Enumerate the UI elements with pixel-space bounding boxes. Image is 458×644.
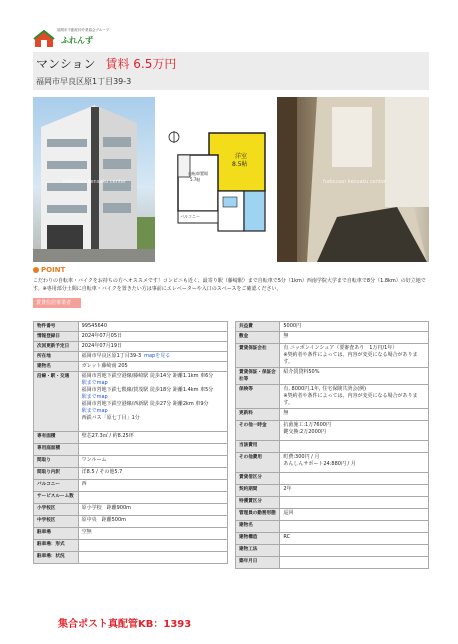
field-label: 次回更新予定日 [34, 342, 79, 352]
station-map-link[interactable]: 駅までmap [81, 380, 108, 386]
field-label: その他一時金 [236, 421, 280, 441]
field-value-text: ガレット藤崎南 205 [81, 363, 128, 369]
right-table-row [236, 332, 429, 344]
field-label: 建物名 [34, 362, 79, 372]
right-table-row [236, 453, 429, 473]
field-label: 賃貸保証会社 [236, 344, 280, 368]
left-spec-table [33, 321, 228, 564]
field-label: バルコニー [34, 480, 79, 492]
floorplan-drawing [162, 97, 268, 262]
right-table-row [236, 473, 429, 485]
field-value [78, 528, 227, 540]
field-value-text: 99545640 [81, 323, 108, 329]
title-bar [33, 52, 429, 90]
section-title: 賃貸住居事業者 [33, 298, 81, 308]
field-label: 賃貸保証・保証会社等 [236, 368, 280, 385]
field-label: 小学校区 [34, 504, 79, 516]
logo [33, 26, 113, 50]
field-value-text: 空無 [81, 529, 92, 535]
field-value-text: 原中央 距離500m [81, 517, 127, 523]
field-value [78, 456, 227, 468]
transit-line: 福岡市営地下鉄空港線/藤崎駅 徒歩14分 距離1.1km 車6分 [81, 373, 214, 379]
left-table-row [34, 552, 228, 564]
station-map-link[interactable]: 駅までmap [81, 408, 108, 414]
field-value [78, 432, 227, 444]
field-value-line: 無 [283, 410, 289, 416]
field-value-line: 巡回 [283, 510, 294, 516]
right-table-row [236, 533, 429, 545]
left-table-row [34, 528, 228, 540]
property-type: マンション [36, 57, 96, 71]
logo-org-text: 福岡市不動産仲介業協会グループ [57, 28, 110, 32]
field-value [280, 533, 429, 545]
field-label: 沿線・駅・交通 [34, 372, 79, 432]
field-value-line: 紹介賃貸料50% [283, 369, 320, 375]
balcony-label: バルコニー [180, 214, 200, 219]
field-label: 中学校区 [34, 516, 79, 528]
field-label: 建物構造 [236, 533, 280, 545]
field-value [280, 322, 429, 332]
field-value-line: ※契約者や条件によっては、内容が変更になる場合があります。 [283, 393, 418, 406]
field-value-line: RC [283, 534, 291, 540]
right-table-row [236, 344, 429, 368]
field-label: 間取り内訳 [34, 468, 79, 480]
right-table-row [236, 385, 429, 409]
field-value [78, 342, 227, 352]
field-value-line: 2年 [283, 486, 292, 492]
property-address: 福岡市早良区原1丁目39-3 [36, 77, 132, 86]
left-table-row [34, 444, 228, 456]
room-size: 8.5帖 [232, 161, 248, 168]
transit-line: 西鉄バス「原七丁目」1分 [81, 415, 140, 421]
field-value [280, 421, 429, 441]
field-value [78, 552, 227, 564]
right-spec-table [235, 321, 429, 569]
floorplan-image [162, 97, 268, 262]
left-table-row [34, 480, 228, 492]
right-table-row [236, 497, 429, 509]
field-value-line: 無 [283, 333, 289, 339]
bike-parking-label: 自転車置場 [188, 171, 208, 176]
field-value [280, 509, 429, 521]
field-value [78, 504, 227, 516]
field-value-line: 抗菌施工:1万7600円 [283, 422, 331, 428]
field-label: 築年月日 [236, 557, 280, 569]
field-value [280, 497, 429, 509]
field-value [78, 362, 227, 372]
field-label: 所在地 [34, 352, 79, 362]
field-label: 駐車場 [34, 528, 79, 540]
field-value [78, 444, 227, 456]
right-table-row [236, 441, 429, 453]
field-label: 情報登録日 [34, 332, 79, 342]
point-bullet-icon [33, 267, 39, 273]
field-value [78, 480, 227, 492]
field-value-line: ※契約者や条件によっては、内容が変更になる場合があります。 [283, 352, 418, 365]
field-value [280, 473, 429, 485]
field-value-text: 2024年07月05日 [81, 333, 123, 339]
field-value [78, 492, 227, 504]
field-label: 駐車場：状況 [34, 552, 79, 564]
field-value-line: あんしんサポート24:880円 / 月 [283, 461, 356, 467]
left-table-row [34, 468, 228, 480]
left-table-row [34, 332, 228, 342]
logo-brand-text: ふれんず [61, 35, 93, 45]
left-table-row [34, 432, 228, 444]
field-value-line: 有, 8000円,1年, 住宅保険共済会(例) [283, 386, 367, 392]
room-label: 洋室 [235, 153, 248, 160]
station-map-link[interactable]: 駅までmap [81, 394, 108, 400]
right-table-row [236, 322, 429, 332]
field-value [78, 468, 227, 480]
left-table-row [34, 322, 228, 332]
left-table-row [34, 372, 228, 432]
left-table-row [34, 516, 228, 528]
field-label: 専有面積 [34, 432, 79, 444]
field-value [78, 540, 227, 552]
field-label: 物件番号 [34, 322, 79, 332]
left-table-row [34, 540, 228, 552]
field-value [280, 409, 429, 421]
field-label: 特優賃区分 [236, 497, 280, 509]
field-label: その他費用 [236, 453, 280, 473]
field-value-line: 町費:300円 / 月 [283, 454, 320, 460]
point-heading-text: POINT [41, 266, 66, 274]
field-value-text: 2024年07月19日 [81, 343, 123, 349]
field-value [280, 332, 429, 344]
field-value [78, 516, 227, 528]
field-value [280, 545, 429, 557]
field-label: 賃貸借区分 [236, 473, 280, 485]
right-table-row [236, 557, 429, 569]
field-label: 建物名 [236, 521, 280, 533]
right-table-row [236, 545, 429, 557]
field-label: 共益費 [236, 322, 280, 332]
left-table-row [34, 456, 228, 468]
right-table-row [236, 409, 429, 421]
transit-line: 福岡市営地下鉄空港線/西新駅 徒歩27分 距離2km 車9分 [81, 401, 209, 407]
field-value [280, 485, 429, 497]
watermark-interior: fudousan kensaku center [323, 179, 386, 185]
field-label: 更新料 [236, 409, 280, 421]
field-value-line: 有 ニッポンインシュア（要審査あり 1万円/1年） [283, 345, 398, 351]
field-value-text: 福岡市早良区原1丁目39-3 [81, 353, 142, 359]
rent-price: 賃料 6.5万円 [105, 57, 177, 71]
field-value [280, 368, 429, 385]
field-label: 駐車場：形式 [34, 540, 79, 552]
field-label: 管理員の勤務形態 [236, 509, 280, 521]
field-value-text: 洋8.5 / その他5.7 [81, 469, 123, 475]
map-link[interactable]: mapを見る [144, 353, 171, 359]
field-value-text: 壁芯27.3㎡ / 約8.25坪 [81, 433, 134, 439]
right-table-row [236, 521, 429, 533]
field-value [280, 441, 429, 453]
field-value [280, 557, 429, 569]
right-table-row [236, 485, 429, 497]
left-table-row [34, 492, 228, 504]
point-heading [33, 266, 65, 274]
field-label: サービスルーム数 [34, 492, 79, 504]
interior-photo [277, 97, 429, 262]
left-table-row [34, 504, 228, 516]
field-value [78, 352, 227, 362]
field-value [280, 385, 429, 409]
left-table-row [34, 362, 228, 372]
field-value-text: 西 [81, 481, 87, 487]
footer-note: 集合ポスト真配管KB：1393 [58, 619, 192, 630]
bike-parking-size: 5.7帖 [190, 177, 201, 182]
exterior-photo [33, 97, 155, 262]
left-table-row [34, 342, 228, 352]
field-value-text: 原小学校 距離900m [81, 505, 132, 511]
field-value [280, 453, 429, 473]
house-logo-icon [33, 30, 55, 48]
field-label: 専用庭面積 [34, 444, 79, 456]
field-label: 当該費用 [236, 441, 280, 453]
field-value-line: 鍵交換:2万2000円 [283, 429, 326, 435]
point-description: こだわりの自転車・バイクをお持ちの方へオススメです！コンビニも近く、最寄り駅（藤崎駅）まで自転車で5分（1km）西南学院大学まで自転車で8分（1.8km）の好立地です。※専用部分土間に自転車・バイクを置きたい方は事前にエレベーターや入口のスペースをご確認ください。 [33, 278, 426, 292]
field-label: 建物工法 [236, 545, 280, 557]
right-table-row [236, 509, 429, 521]
field-value-line: 5000円 [283, 323, 302, 329]
transit-line: 福岡市営地下鉄七隈線/賀茂駅 徒歩18分 距離1.4km 車5分 [81, 387, 214, 393]
field-value [78, 322, 227, 332]
left-table-row [34, 352, 228, 362]
watermark: fudousan kensaku center [63, 179, 126, 185]
field-value [280, 521, 429, 533]
field-value [78, 372, 227, 432]
right-table-row [236, 421, 429, 441]
field-value-text: ワンルーム [81, 457, 107, 463]
field-label: 敷金 [236, 332, 280, 344]
field-value [280, 344, 429, 368]
field-label: 契約期間 [236, 485, 280, 497]
field-value [78, 332, 227, 342]
field-label: 間取り [34, 456, 79, 468]
title-line [36, 55, 176, 72]
field-label: 保険等 [236, 385, 280, 409]
right-table-row [236, 368, 429, 385]
